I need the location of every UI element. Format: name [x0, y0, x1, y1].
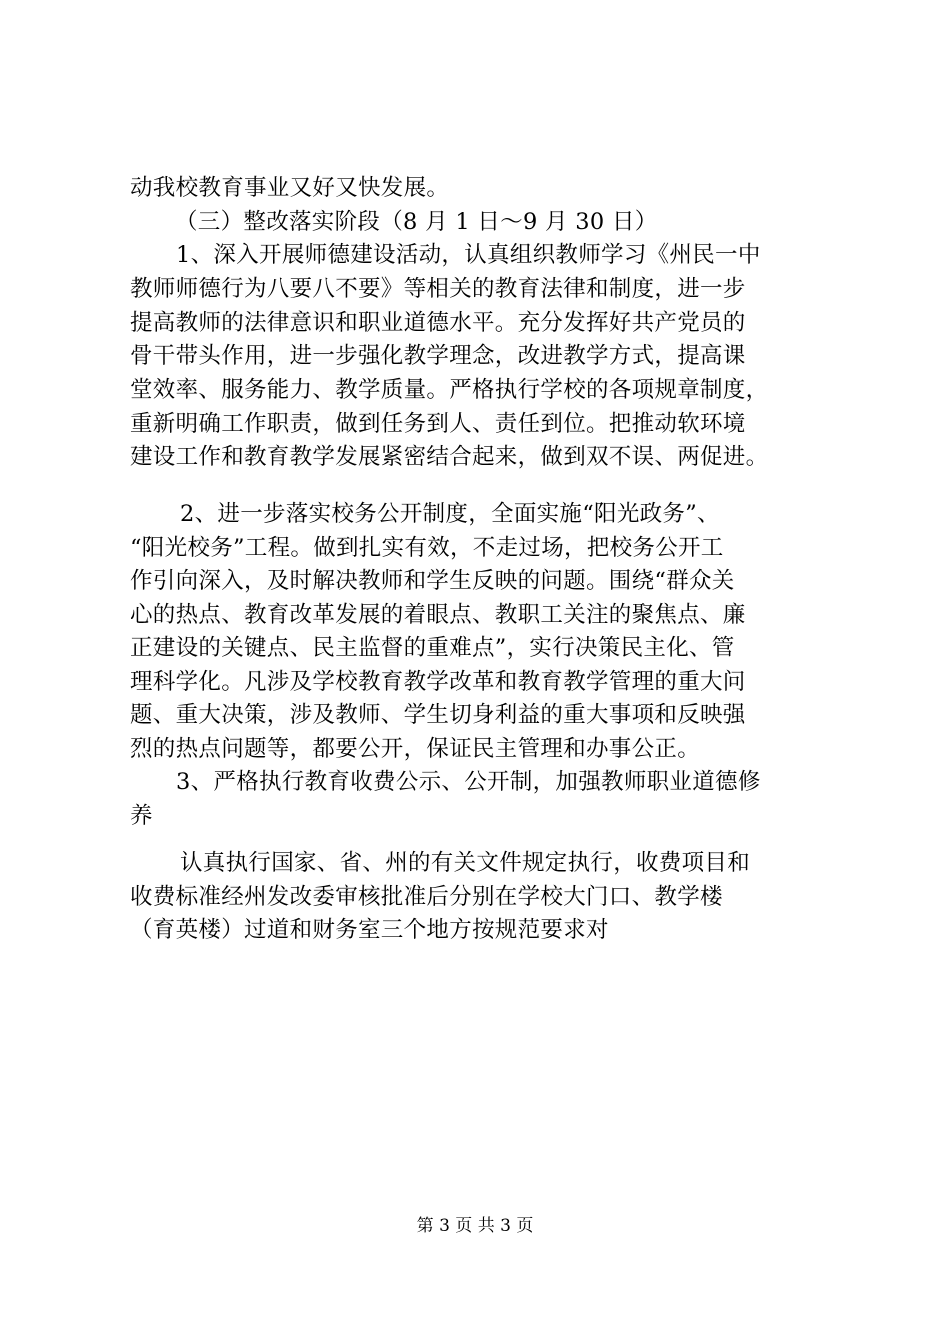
text-line: 心的热点、教育改革发展的着眼点、教职工关注的聚焦点、廉	[130, 602, 746, 628]
text-line: 养	[130, 803, 153, 829]
text-line: 题、重大决策，涉及教师、学生切身利益的重大事项和反映强	[130, 702, 746, 728]
text-line: 认真执行国家、省、州的有关文件规定执行，收费项目和	[180, 850, 751, 876]
text-line: 正建设的关键点、民主监督的重难点”，实行决策民主化、管	[130, 635, 735, 661]
text-line: 收费标准经州发改委审核批准后分别在学校大门口、教学楼	[130, 884, 723, 910]
page-footer: 第 3 页 共 3 页	[416, 1216, 534, 1236]
text-line: “阳光校务”工程。做到扎实有效，不走过场，把校务公开工	[130, 535, 724, 561]
section-heading: （三）整改落实阶段（8 月 1 日～9 月 30 日）	[175, 209, 658, 235]
text-line: （育英楼）过道和财务室三个地方按规范要求对	[130, 917, 609, 943]
text-line: 骨干带头作用，进一步强化教学理念，改进教学方式，提高课	[130, 343, 746, 369]
text-line: 2、进一步落实校务公开制度，全面实施“阳光政务”、	[180, 501, 720, 527]
text-line: 建设工作和教育教学发展紧密结合起来，做到双不误、两促进。	[130, 444, 769, 470]
text-line: 1、深入开展师德建设活动，认真组织教师学习《州民一中	[176, 242, 761, 268]
text-line: 堂效率、服务能力、教学质量。严格执行学校的各项规章制度，	[130, 377, 769, 403]
text-line: 烈的热点问题等，都要公开，保证民主管理和办事公正。	[130, 736, 701, 762]
text-line: 教师师德行为八要八不要》等相关的教育法律和制度，进一步	[130, 276, 746, 302]
text-line: 理科学化。凡涉及学校教育教学改革和教育教学管理的重大问	[130, 669, 746, 695]
text-line: 重新明确工作职责，做到任务到人、责任到位。把推动软环境	[130, 411, 746, 437]
text-line: 动我校教育事业又好又快发展。	[130, 175, 450, 201]
text-line: 作引向深入，及时解决教师和学生反映的问题。围绕“群众关	[130, 568, 735, 594]
text-line: 提高教师的法律意识和职业道德水平。充分发挥好共产党员的	[130, 310, 746, 336]
text-line: 3、严格执行教育收费公示、公开制，加强教师职业道德修	[176, 769, 761, 795]
